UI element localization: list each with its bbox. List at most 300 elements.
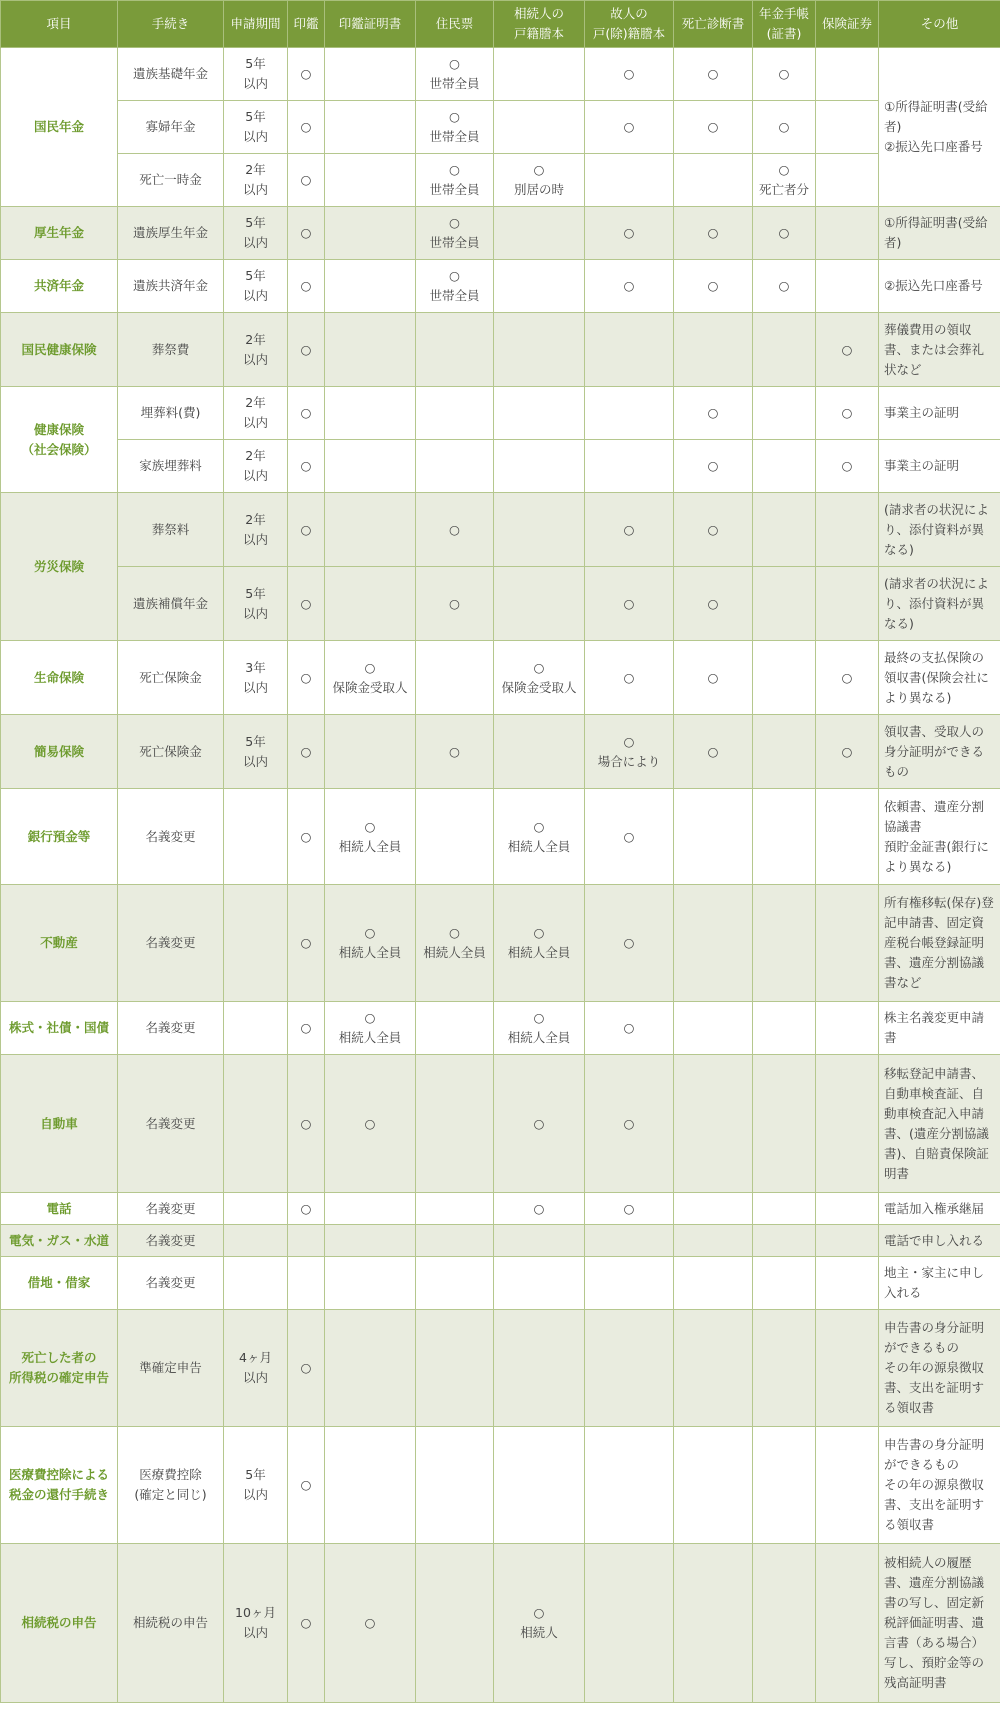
seal-certificate-cell: ○ 相続人全員 — [325, 885, 416, 1002]
period-cell: 5年 以内 — [224, 715, 288, 789]
deceased-family-register-cell — [585, 313, 674, 387]
other-cell: 領収書、受取人の身分証明ができるもの — [879, 715, 1000, 789]
seal-cell: ○ — [288, 1002, 325, 1055]
insurance-policy-cell: ○ — [816, 387, 879, 440]
death-certificate-cell: ○ — [674, 260, 753, 313]
insurance-policy-cell — [816, 1002, 879, 1055]
other-cell: 葬儀費用の領収書、または会葬礼状など — [879, 313, 1000, 387]
seal-certificate-cell — [325, 260, 416, 313]
category-cell: 自動車 — [1, 1055, 118, 1193]
seal-certificate-cell — [325, 1427, 416, 1544]
seal-cell: ○ — [288, 641, 325, 715]
seal-cell: ○ — [288, 207, 325, 260]
insurance-policy-cell: ○ — [816, 641, 879, 715]
death-certificate-cell — [674, 154, 753, 207]
pension-book-cell — [753, 1257, 816, 1310]
table-row — [1, 493, 1000, 567]
procedure-cell: 遺族厚生年金 — [118, 207, 224, 260]
resident-record-cell: ○ 世帯全員 — [416, 48, 494, 101]
procedure-cell: 名義変更 — [118, 1193, 224, 1225]
death-certificate-cell — [674, 1544, 753, 1703]
seal-certificate-cell — [325, 1225, 416, 1257]
header-label: 印鑑 — [293, 16, 319, 31]
table-row — [1, 101, 1000, 154]
other-cell: 電話で申し入れる — [879, 1225, 1000, 1257]
death-certificate-cell — [674, 1427, 753, 1544]
pension-book-cell: ○ — [753, 48, 816, 101]
insurance-policy-cell — [816, 567, 879, 641]
period-cell — [224, 885, 288, 1002]
resident-record-cell — [416, 1310, 494, 1427]
other-cell: 株主名義変更申請書 — [879, 1002, 1000, 1055]
table-row — [1, 387, 1000, 440]
seal-cell: ○ — [288, 154, 325, 207]
insurance-policy-cell — [816, 1055, 879, 1193]
procedure-cell: 葬祭費 — [118, 313, 224, 387]
pension-book-cell — [753, 641, 816, 715]
category-cell: 健康保険 （社会保険） — [1, 387, 118, 493]
table-row — [1, 1310, 1000, 1427]
header-label: 印鑑証明書 — [338, 16, 402, 31]
category-cell: 銀行預金等 — [1, 789, 118, 885]
resident-record-cell — [416, 641, 494, 715]
table-row — [1, 48, 1000, 101]
procedure-cell: 遺族共済年金 — [118, 260, 224, 313]
category-cell: 厚生年金 — [1, 207, 118, 260]
category-cell: 簡易保険 — [1, 715, 118, 789]
table-row — [1, 1544, 1000, 1703]
header-label: 住民票 — [435, 16, 474, 31]
seal-certificate-cell — [325, 493, 416, 567]
resident-record-cell — [416, 1257, 494, 1310]
insurance-policy-cell — [816, 1193, 879, 1225]
pension-book-cell — [753, 1427, 816, 1544]
pension-book-cell — [753, 1055, 816, 1193]
category-cell: 借地・借家 — [1, 1257, 118, 1310]
procedure-cell: 死亡保険金 — [118, 715, 224, 789]
insurance-policy-cell — [816, 1310, 879, 1427]
death-certificate-cell: ○ — [674, 48, 753, 101]
period-cell: 5年 以内 — [224, 1427, 288, 1544]
seal-cell: ○ — [288, 1310, 325, 1427]
death-certificate-cell — [674, 1225, 753, 1257]
resident-record-cell — [416, 1055, 494, 1193]
category-cell: 死亡した者の 所得税の確定申告 — [1, 1310, 118, 1427]
pension-book-cell — [753, 313, 816, 387]
heir-family-register-cell — [494, 567, 585, 641]
heir-family-register-cell — [494, 101, 585, 154]
period-cell: 2年 以内 — [224, 387, 288, 440]
other-cell: 被相続人の履歴書、遺産分割協議書の写し、固定新税評価証明書、遺言書（ある場合）写し、預貯金等の残高証明書 — [879, 1544, 1000, 1703]
resident-record-cell: ○ 世帯全員 — [416, 154, 494, 207]
period-cell: 10ヶ月 以内 — [224, 1544, 288, 1703]
header-heir-family-register — [494, 1, 585, 48]
deceased-family-register-cell: ○ — [585, 493, 674, 567]
seal-certificate-cell: ○ 相続人全員 — [325, 1002, 416, 1055]
seal-cell — [288, 1225, 325, 1257]
other-cell: 地主・家主に申し入れる — [879, 1257, 1000, 1310]
category-cell: 国民健康保険 — [1, 313, 118, 387]
seal-certificate-cell: ○ 保険金受取人 — [325, 641, 416, 715]
seal-certificate-cell — [325, 387, 416, 440]
seal-cell: ○ — [288, 715, 325, 789]
procedure-cell: 埋葬料(費) — [118, 387, 224, 440]
category-cell: 株式・社債・国債 — [1, 1002, 118, 1055]
header-label: 相続人の 戸籍謄本 — [513, 6, 564, 41]
seal-cell: ○ — [288, 789, 325, 885]
other-cell: ①所得証明書(受給者) ②振込先口座番号 — [879, 48, 1000, 207]
insurance-policy-cell — [816, 789, 879, 885]
header-label: 年金手帳 (証書) — [758, 6, 809, 41]
insurance-policy-cell: ○ — [816, 313, 879, 387]
resident-record-cell: ○ 世帯全員 — [416, 260, 494, 313]
death-certificate-cell: ○ — [674, 567, 753, 641]
other-cell: 申告書の身分証明ができるもの その年の源泉徴収書、支出を証明する領収書 — [879, 1427, 1000, 1544]
period-cell — [224, 1002, 288, 1055]
heir-family-register-cell — [494, 48, 585, 101]
death-certificate-cell: ○ — [674, 207, 753, 260]
period-cell — [224, 1225, 288, 1257]
deceased-family-register-cell: ○ — [585, 567, 674, 641]
pension-book-cell: ○ 死亡者分 — [753, 154, 816, 207]
death-certificate-cell: ○ — [674, 387, 753, 440]
seal-cell: ○ — [288, 567, 325, 641]
deceased-family-register-cell: ○ — [585, 885, 674, 1002]
heir-family-register-cell: ○ 相続人 — [494, 1544, 585, 1703]
death-certificate-cell — [674, 789, 753, 885]
seal-cell: ○ — [288, 1544, 325, 1703]
deceased-family-register-cell: ○ — [585, 260, 674, 313]
header-pension-book — [753, 1, 816, 48]
deceased-family-register-cell — [585, 1427, 674, 1544]
heir-family-register-cell — [494, 1225, 585, 1257]
table-row — [1, 1225, 1000, 1257]
header-label: 手続き — [151, 16, 190, 31]
table-row — [1, 789, 1000, 885]
header-other — [879, 1, 1000, 48]
deceased-family-register-cell — [585, 440, 674, 493]
seal-cell — [288, 1257, 325, 1310]
death-certificate-cell — [674, 1310, 753, 1427]
other-cell: 事業主の証明 — [879, 440, 1000, 493]
pension-book-cell: ○ — [753, 207, 816, 260]
pension-book-cell — [753, 1544, 816, 1703]
table-row — [1, 1055, 1000, 1193]
deceased-family-register-cell — [585, 1257, 674, 1310]
seal-cell: ○ — [288, 440, 325, 493]
insurance-policy-cell — [816, 885, 879, 1002]
death-certificate-cell — [674, 1193, 753, 1225]
deceased-family-register-cell: ○ — [585, 101, 674, 154]
header-procedure — [118, 1, 224, 48]
table-row — [1, 1193, 1000, 1225]
death-certificate-cell — [674, 313, 753, 387]
category-cell: 労災保険 — [1, 493, 118, 641]
seal-cell: ○ — [288, 1193, 325, 1225]
heir-family-register-cell — [494, 313, 585, 387]
seal-certificate-cell — [325, 1257, 416, 1310]
header-label: 死亡診断書 — [681, 16, 745, 31]
resident-record-cell: ○ 世帯全員 — [416, 207, 494, 260]
other-cell: 移転登記申請書、自動車検査証、自動車検査記入申請書、(遺産分割協議書)、自賠責保険証明書 — [879, 1055, 1000, 1193]
period-cell: 3年 以内 — [224, 641, 288, 715]
heir-family-register-cell: ○ 相続人全員 — [494, 1002, 585, 1055]
pension-book-cell: ○ — [753, 101, 816, 154]
death-certificate-cell: ○ — [674, 440, 753, 493]
period-cell — [224, 1055, 288, 1193]
period-cell — [224, 789, 288, 885]
deceased-family-register-cell — [585, 1544, 674, 1703]
death-certificate-cell — [674, 1002, 753, 1055]
category-cell: 相続税の申告 — [1, 1544, 118, 1703]
seal-cell: ○ — [288, 387, 325, 440]
heir-family-register-cell: ○ 相続人全員 — [494, 789, 585, 885]
procedure-cell: 家族埋葬料 — [118, 440, 224, 493]
period-cell: 5年 以内 — [224, 101, 288, 154]
period-cell: 5年 以内 — [224, 567, 288, 641]
seal-certificate-cell: ○ 相続人全員 — [325, 789, 416, 885]
seal-cell: ○ — [288, 1427, 325, 1544]
seal-cell: ○ — [288, 101, 325, 154]
procedure-cell: 相続税の申告 — [118, 1544, 224, 1703]
insurance-policy-cell — [816, 1544, 879, 1703]
pension-book-cell — [753, 567, 816, 641]
pension-book-cell: ○ — [753, 260, 816, 313]
heir-family-register-cell: ○ 相続人全員 — [494, 885, 585, 1002]
resident-record-cell: ○ — [416, 493, 494, 567]
insurance-policy-cell — [816, 48, 879, 101]
seal-certificate-cell — [325, 440, 416, 493]
resident-record-cell — [416, 789, 494, 885]
seal-certificate-cell — [325, 567, 416, 641]
other-cell: (請求者の状況により、添付資料が異なる) — [879, 567, 1000, 641]
seal-certificate-cell — [325, 101, 416, 154]
period-cell: 5年 以内 — [224, 48, 288, 101]
insurance-policy-cell — [816, 1225, 879, 1257]
insurance-policy-cell — [816, 1257, 879, 1310]
other-cell: 最終の支払保険の領収書(保険会社により異なる) — [879, 641, 1000, 715]
table-row — [1, 154, 1000, 207]
header-label: 項目 — [46, 16, 72, 31]
resident-record-cell — [416, 387, 494, 440]
other-cell: ②振込先口座番号 — [879, 260, 1000, 313]
table-row — [1, 1257, 1000, 1310]
deceased-family-register-cell: ○ — [585, 48, 674, 101]
pension-book-cell — [753, 789, 816, 885]
other-cell: 事業主の証明 — [879, 387, 1000, 440]
insurance-policy-cell — [816, 101, 879, 154]
header-seal — [288, 1, 325, 48]
category-cell: 共済年金 — [1, 260, 118, 313]
period-cell: 2年 以内 — [224, 493, 288, 567]
pension-book-cell — [753, 1225, 816, 1257]
deceased-family-register-cell: ○ — [585, 207, 674, 260]
pension-book-cell — [753, 715, 816, 789]
category-cell: 医療費控除による 税金の還付手続き — [1, 1427, 118, 1544]
table-body — [1, 48, 1000, 1703]
deceased-family-register-cell: ○ — [585, 641, 674, 715]
period-cell: 2年 以内 — [224, 154, 288, 207]
heir-family-register-cell — [494, 1257, 585, 1310]
procedure-cell: 医療費控除 (確定と同じ) — [118, 1427, 224, 1544]
seal-certificate-cell — [325, 313, 416, 387]
procedure-cell: 死亡保険金 — [118, 641, 224, 715]
table-row — [1, 207, 1000, 260]
heir-family-register-cell — [494, 387, 585, 440]
pension-book-cell — [753, 387, 816, 440]
deceased-family-register-cell — [585, 1225, 674, 1257]
seal-cell: ○ — [288, 48, 325, 101]
procedure-cell: 名義変更 — [118, 1055, 224, 1193]
period-cell: 5年 以内 — [224, 260, 288, 313]
seal-certificate-cell — [325, 154, 416, 207]
insurance-policy-cell: ○ — [816, 440, 879, 493]
heir-family-register-cell — [494, 440, 585, 493]
seal-certificate-cell — [325, 715, 416, 789]
resident-record-cell: ○ — [416, 567, 494, 641]
resident-record-cell — [416, 1002, 494, 1055]
death-certificate-cell: ○ — [674, 493, 753, 567]
pension-book-cell — [753, 1193, 816, 1225]
procedure-cell: 名義変更 — [118, 1225, 224, 1257]
seal-cell: ○ — [288, 313, 325, 387]
table-row — [1, 260, 1000, 313]
deceased-family-register-cell — [585, 154, 674, 207]
procedure-cell: 遺族基礎年金 — [118, 48, 224, 101]
other-cell: 電話加入権承継届 — [879, 1193, 1000, 1225]
death-certificate-cell: ○ — [674, 715, 753, 789]
heir-family-register-cell: ○ 保険金受取人 — [494, 641, 585, 715]
period-cell: 2年 以内 — [224, 440, 288, 493]
header-label: その他 — [920, 16, 959, 31]
header-label: 保険証券 — [821, 16, 872, 31]
period-cell: 2年 以内 — [224, 313, 288, 387]
procedure-cell: 死亡一時金 — [118, 154, 224, 207]
procedure-cell: 葬祭料 — [118, 493, 224, 567]
resident-record-cell: ○ — [416, 715, 494, 789]
other-cell: 依頼書、遺産分割協議書 預貯金証書(銀行により異なる) — [879, 789, 1000, 885]
table-row — [1, 567, 1000, 641]
table-row — [1, 641, 1000, 715]
table-row — [1, 1002, 1000, 1055]
other-cell: 所有権移転(保存)登記申請書、固定資産税台帳登録証明書、遺産分割協議書など — [879, 885, 1000, 1002]
seal-cell: ○ — [288, 885, 325, 1002]
category-cell: 生命保険 — [1, 641, 118, 715]
period-cell — [224, 1193, 288, 1225]
pension-book-cell — [753, 1002, 816, 1055]
seal-certificate-cell — [325, 1310, 416, 1427]
category-cell: 電話 — [1, 1193, 118, 1225]
category-cell: 不動産 — [1, 885, 118, 1002]
heir-family-register-cell — [494, 493, 585, 567]
insurance-policy-cell — [816, 207, 879, 260]
deceased-family-register-cell — [585, 387, 674, 440]
header-label: 申請期間 — [230, 16, 281, 31]
pension-book-cell — [753, 493, 816, 567]
seal-certificate-cell — [325, 207, 416, 260]
procedure-cell: 名義変更 — [118, 789, 224, 885]
seal-certificate-cell: ○ — [325, 1544, 416, 1703]
heir-family-register-cell — [494, 1427, 585, 1544]
insurance-policy-cell — [816, 1427, 879, 1544]
heir-family-register-cell: ○ 別居の時 — [494, 154, 585, 207]
procedure-cell: 名義変更 — [118, 1002, 224, 1055]
death-certificate-cell: ○ — [674, 641, 753, 715]
pension-book-cell — [753, 1310, 816, 1427]
procedure-cell: 準確定申告 — [118, 1310, 224, 1427]
pension-book-cell — [753, 440, 816, 493]
insurance-policy-cell: ○ — [816, 715, 879, 789]
heir-family-register-cell — [494, 715, 585, 789]
insurance-policy-cell — [816, 154, 879, 207]
procedure-cell: 名義変更 — [118, 885, 224, 1002]
table-row — [1, 715, 1000, 789]
table-row — [1, 440, 1000, 493]
category-cell: 国民年金 — [1, 48, 118, 207]
death-certificate-cell — [674, 885, 753, 1002]
header-insurance-policy — [816, 1, 879, 48]
header-deceased-family-register — [585, 1, 674, 48]
resident-record-cell — [416, 1225, 494, 1257]
header-label: 故人の 戸(除)籍謄本 — [592, 6, 666, 41]
resident-record-cell: ○ 相続人全員 — [416, 885, 494, 1002]
seal-certificate-cell — [325, 1193, 416, 1225]
header-period — [224, 1, 288, 48]
seal-certificate-cell: ○ — [325, 1055, 416, 1193]
death-certificate-cell: ○ — [674, 101, 753, 154]
period-cell: 5年 以内 — [224, 207, 288, 260]
seal-cell: ○ — [288, 260, 325, 313]
resident-record-cell — [416, 313, 494, 387]
table-row — [1, 1427, 1000, 1544]
deceased-family-register-cell: ○ — [585, 1002, 674, 1055]
procedure-cell: 遺族補償年金 — [118, 567, 224, 641]
heir-family-register-cell: ○ — [494, 1193, 585, 1225]
deceased-family-register-cell: ○ — [585, 1055, 674, 1193]
resident-record-cell — [416, 1193, 494, 1225]
deceased-family-register-cell: ○ — [585, 789, 674, 885]
resident-record-cell — [416, 1544, 494, 1703]
period-cell — [224, 1257, 288, 1310]
period-cell: 4ヶ月 以内 — [224, 1310, 288, 1427]
header-seal-certificate — [325, 1, 416, 48]
other-cell: (請求者の状況により、添付資料が異なる) — [879, 493, 1000, 567]
deceased-family-register-cell: ○ 場合により — [585, 715, 674, 789]
resident-record-cell: ○ 世帯全員 — [416, 101, 494, 154]
insurance-policy-cell — [816, 493, 879, 567]
header-death-certificate — [674, 1, 753, 48]
deceased-family-register-cell — [585, 1310, 674, 1427]
header-row — [1, 1, 1000, 48]
other-cell: 申告書の身分証明ができるもの その年の源泉徴収書、支出を証明する領収書 — [879, 1310, 1000, 1427]
resident-record-cell — [416, 440, 494, 493]
seal-cell: ○ — [288, 493, 325, 567]
category-cell: 電気・ガス・水道 — [1, 1225, 118, 1257]
deceased-family-register-cell: ○ — [585, 1193, 674, 1225]
procedure-cell: 名義変更 — [118, 1257, 224, 1310]
resident-record-cell — [416, 1427, 494, 1544]
seal-certificate-cell — [325, 48, 416, 101]
table-row — [1, 313, 1000, 387]
death-certificate-cell — [674, 1055, 753, 1193]
table-row — [1, 885, 1000, 1002]
seal-cell: ○ — [288, 1055, 325, 1193]
other-cell: ①所得証明書(受給者) — [879, 207, 1000, 260]
header-resident-record — [416, 1, 494, 48]
procedure-cell: 寡婦年金 — [118, 101, 224, 154]
insurance-policy-cell — [816, 260, 879, 313]
heir-family-register-cell — [494, 1310, 585, 1427]
